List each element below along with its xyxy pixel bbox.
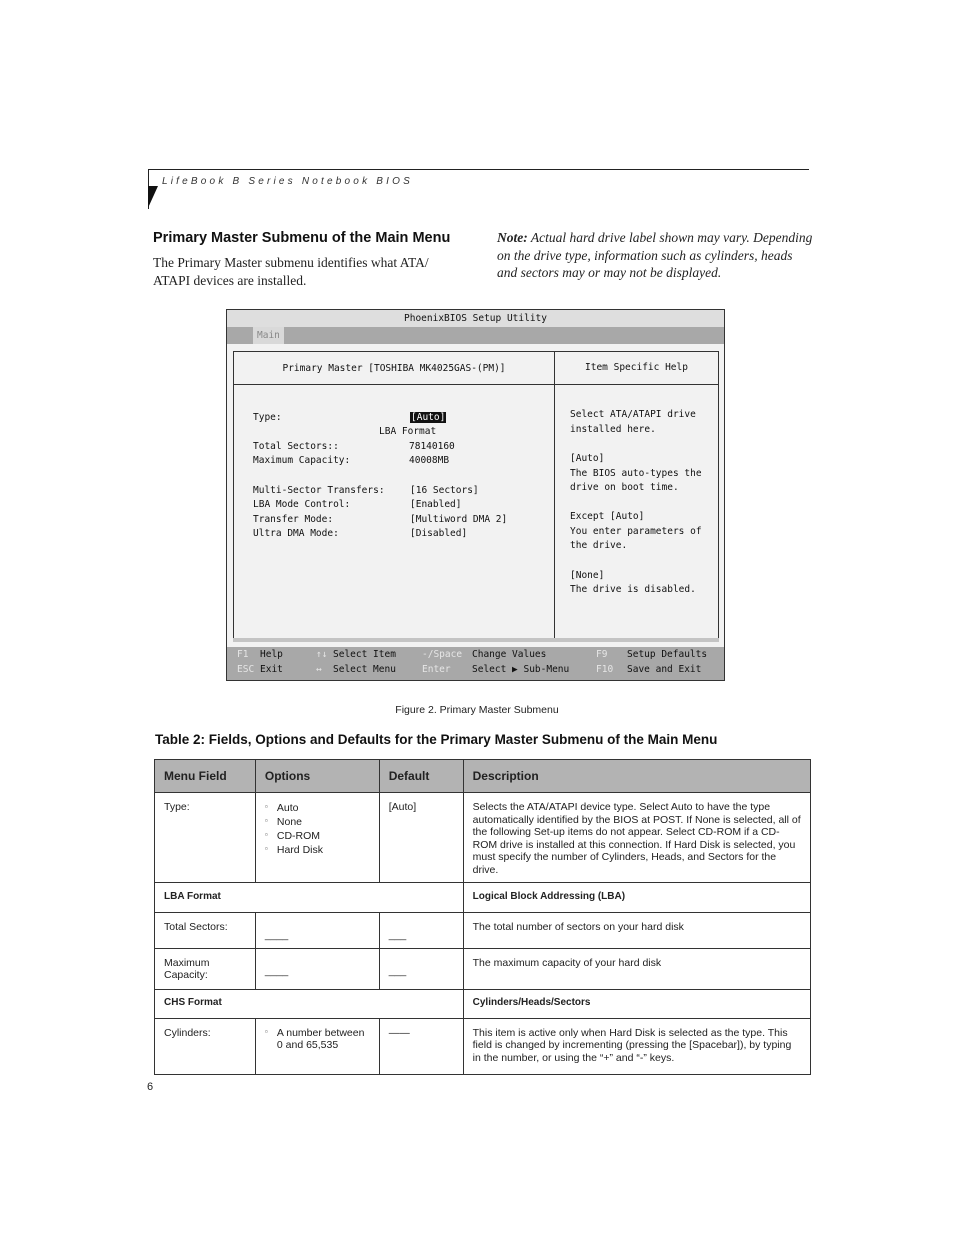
section-body: The Primary Master submenu identifies what ATA/ ATAPI devices are installed. [153,255,429,288]
option-item: ▫ A number between 0 and 65,535 [265,1027,370,1052]
placeholder-line: ___ [388,929,407,941]
header-rule [148,169,809,170]
cell-options [255,1018,379,1074]
bios-help-line: The drive is disabled. [570,584,696,595]
figure-caption: Figure 2. Primary Master Submenu [395,704,559,716]
note [497,229,813,282]
cell-options [255,913,379,949]
option-item: ▫ None [265,815,370,829]
bios-key-desc: Select Item [333,649,396,660]
placeholder-line: ____ [264,964,289,977]
bios-help-line: [Auto] [570,453,605,464]
bios-field-label-type: Type: [253,412,282,423]
placeholder-line: ___ [388,964,407,977]
table-header: Default [379,760,463,793]
table-header: Description [463,760,810,793]
bios-help-line: [None] [570,570,605,581]
fields-table [154,759,811,1075]
cell-field: Total Sectors: [155,913,256,949]
cell-description: The maximum capacity of your hard disk [463,948,810,989]
cell-field: Type: [155,793,256,883]
bios-menu-bar [227,327,724,344]
bios-key-esc: ESC [237,664,255,675]
page-number: 6 [147,1081,154,1093]
cell-options [255,948,379,989]
cell-description: This item is active only when Hard Disk is selected as the type. This field is changed by incrementing (pressing the [Spacebar]), by typing in the number, or using the “+” and “-” keys. [463,1018,810,1074]
options-list [265,801,370,857]
bios-key-arrows-updown: ↑↓ [316,649,328,660]
bios-key-desc: Setup Defaults [627,649,708,660]
cell-default [379,948,463,989]
bios-key-arrows-leftright: ↔ [316,664,322,675]
section-desc-chs: Cylinders/Heads/Sectors [463,989,810,1018]
table-row [155,948,811,989]
cell-description: Selects the ATA/ATAPI device type. Select Auto to have the type automatically identified by the BIOS at POST. If None is selected, all of the following Set-up items do not appear. Select CD-ROM if a CD-ROM drive is installed at this connection. If Hard Disk is selected, you must specify the number of Cylinders, Heads, and Sectors for the drive. [463,793,810,883]
bios-key-enter: Enter [422,664,451,675]
cell-field: Cylinders: [155,1018,256,1074]
note-text: Actual hard drive label shown may vary. Depending on the drive type, information such as cylinders, heads and sectors may or may not be displayed. [497,230,813,280]
bios-field-value-transfer-mode[interactable]: [Multiword DMA 2] [410,514,508,525]
table-section-row [155,989,811,1018]
bios-field-value-max-capacity: 40008MB [409,455,450,466]
section-label-lba: LBA Format [155,883,464,913]
bios-panel-shadow [233,638,719,642]
bios-field-label-lba-mode: LBA Mode Control: [253,499,351,510]
bios-tab-main[interactable]: Main [253,327,284,344]
option-item: ▫ Auto [265,801,370,815]
bios-field-label-multi-sector: Multi-Sector Transfers: [253,485,385,496]
bios-panel-divider [554,352,555,639]
bios-field-value-ultra-dma[interactable]: [Disabled] [410,528,468,539]
cell-field: Maximum Capacity: [155,948,256,989]
bios-key-desc: Select ▶ Sub-Menu [472,664,570,675]
cell-default: —— [379,1018,463,1074]
bios-key-desc: Help [260,649,283,660]
cell-default [379,913,463,949]
section-desc-lba: Logical Block Addressing (LBA) [463,883,810,913]
note-label: Note: [497,230,528,245]
bios-key-desc: Change Values [472,649,547,660]
bios-field-value-total-sectors: 78140160 [409,441,455,452]
bios-key-f9: F9 [596,649,608,660]
bios-help-line: drive on boot time. [570,482,679,493]
table-section-row [155,883,811,913]
bios-title-divider [234,384,718,385]
option-item: ▫ CD-ROM [265,829,370,843]
bios-key-desc: Exit [260,664,283,675]
bios-help-line: installed here. [570,424,656,435]
table-row [155,913,811,949]
table-row [155,1018,811,1074]
options-list [265,1027,370,1052]
cell-options [255,793,379,883]
bios-field-label-max-capacity: Maximum Capacity: [253,455,351,466]
placeholder-line: ____ [264,929,289,941]
bios-help-line: The BIOS auto-types the [570,468,702,479]
table-title: Table 2: Fields, Options and Defaults for the Primary Master Submenu of the Main Menu [155,732,718,747]
bios-key-f1: F1 [237,649,249,660]
bios-field-lba-format: LBA Format [379,426,437,437]
bios-key-legend [227,647,724,680]
bios-field-label-ultra-dma: Ultra DMA Mode: [253,528,339,539]
bios-title: PhoenixBIOS Setup Utility [227,310,724,327]
running-header: LifeBook B Series Notebook BIOS [162,176,413,187]
table-header-row [155,760,811,793]
bios-field-value-multi-sector[interactable]: [16 Sectors] [410,485,479,496]
table-row [155,793,811,883]
table-header: Options [255,760,379,793]
bios-key-desc: Select Menu [333,664,396,675]
bios-help-line: the drive. [570,540,628,551]
bios-main-panel [233,351,719,640]
cell-default: [Auto] [379,793,463,883]
bios-help-line: You enter parameters of [570,526,702,537]
bios-field-value-lba-mode[interactable]: [Enabled] [410,499,462,510]
bios-screen [226,309,725,681]
bios-help-title: Item Specific Help [585,362,688,373]
bios-key-space: -/Space [422,649,463,660]
cell-description: The total number of sectors on your hard disk [463,913,810,949]
section-title: Primary Master Submenu of the Main Menu [153,230,451,246]
bios-help-line: Except [Auto] [570,511,645,522]
bios-field-label-total-sectors: Total Sectors:: [253,441,339,452]
bios-panel-title: Primary Master [TOSHIBA MK4025GAS-(PM)] [282,363,506,374]
option-item: ▫ Hard Disk [265,843,370,857]
header-triangle-mark [148,186,158,208]
bios-help-line: Select ATA/ATAPI drive [570,409,696,420]
bios-field-type[interactable] [410,412,446,423]
section-label-chs: CHS Format [155,989,464,1018]
table-header: Menu Field [155,760,256,793]
bios-field-label-transfer-mode: Transfer Mode: [253,514,334,525]
bios-field-value-type[interactable]: [Auto] [411,412,446,423]
bios-key-f10: F10 [596,664,614,675]
bios-key-desc: Save and Exit [627,664,702,675]
